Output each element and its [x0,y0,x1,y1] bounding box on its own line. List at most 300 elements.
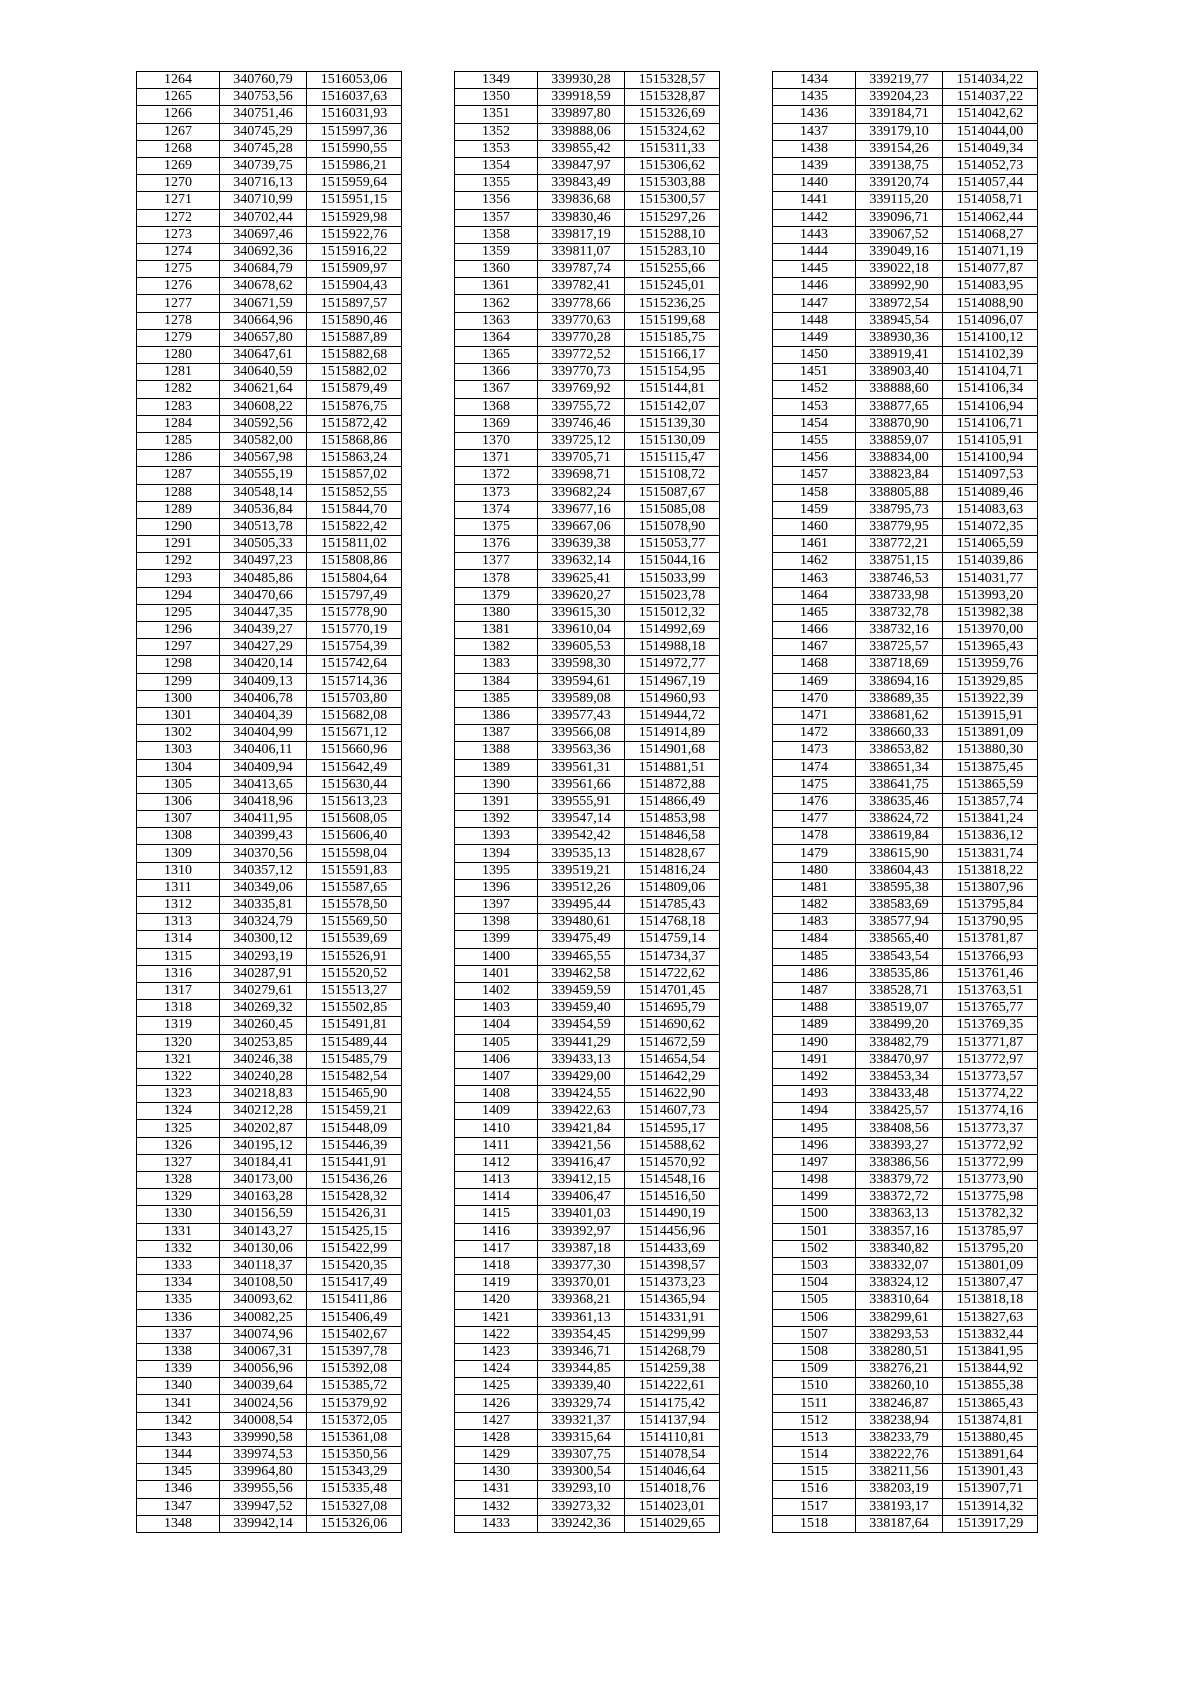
point-number-cell: 1394 [455,845,538,862]
x-coordinate-cell: 339495,44 [538,897,625,914]
table-row [455,329,720,346]
table-row [773,1172,1038,1189]
point-number-cell: 1502 [773,1240,856,1257]
y-coordinate-cell: 1515448,09 [307,1120,402,1137]
y-coordinate-cell: 1515630,44 [307,776,402,793]
y-coordinate-cell: 1515115,47 [625,450,720,467]
y-coordinate-cell: 1515297,26 [625,209,720,226]
y-coordinate-cell: 1513915,91 [943,707,1038,724]
x-coordinate-cell: 340093,62 [220,1292,307,1309]
y-coordinate-cell: 1513880,30 [943,742,1038,759]
table-row [773,1223,1038,1240]
y-coordinate-cell: 1513771,87 [943,1034,1038,1051]
y-coordinate-cell: 1515324,62 [625,123,720,140]
x-coordinate-cell: 340420,14 [220,656,307,673]
table-row [455,484,720,501]
y-coordinate-cell: 1514967,19 [625,673,720,690]
x-coordinate-cell: 338834,00 [856,450,943,467]
point-number-cell: 1421 [455,1309,538,1326]
table-row [455,192,720,209]
y-coordinate-cell: 1514972,77 [625,656,720,673]
point-number-cell: 1299 [137,673,220,690]
y-coordinate-cell: 1515420,35 [307,1257,402,1274]
table-row [137,1120,402,1137]
table-row [455,347,720,364]
point-number-cell: 1375 [455,518,538,535]
x-coordinate-cell: 339974,53 [220,1447,307,1464]
table-row [773,845,1038,862]
table-row [455,1034,720,1051]
point-number-cell: 1434 [773,72,856,89]
point-number-cell: 1372 [455,467,538,484]
table-row [773,398,1038,415]
point-number-cell: 1414 [455,1189,538,1206]
x-coordinate-cell: 340300,12 [220,931,307,948]
y-coordinate-cell: 1515822,42 [307,518,402,535]
y-coordinate-cell: 1514106,71 [943,415,1038,432]
y-coordinate-cell: 1513959,76 [943,656,1038,673]
table-row [455,1206,720,1223]
table-row [137,553,402,570]
y-coordinate-cell: 1513922,39 [943,690,1038,707]
table-row [137,656,402,673]
point-number-cell: 1342 [137,1412,220,1429]
y-coordinate-cell: 1515951,15 [307,192,402,209]
table-row [773,1000,1038,1017]
y-coordinate-cell: 1514866,49 [625,793,720,810]
point-number-cell: 1292 [137,553,220,570]
point-number-cell: 1484 [773,931,856,948]
y-coordinate-cell: 1515255,66 [625,261,720,278]
point-number-cell: 1277 [137,295,220,312]
table-row [137,1172,402,1189]
table-body [137,72,402,1533]
x-coordinate-cell: 339459,59 [538,982,625,999]
x-coordinate-cell: 340671,59 [220,295,307,312]
point-number-cell: 1495 [773,1120,856,1137]
y-coordinate-cell: 1514881,51 [625,759,720,776]
y-coordinate-cell: 1515513,27 [307,982,402,999]
table-row [455,1000,720,1017]
x-coordinate-cell: 339392,97 [538,1223,625,1240]
y-coordinate-cell: 1513807,96 [943,879,1038,896]
table-row [137,948,402,965]
point-number-cell: 1384 [455,673,538,690]
y-coordinate-cell: 1513761,46 [943,965,1038,982]
point-number-cell: 1406 [455,1051,538,1068]
table-row [773,570,1038,587]
x-coordinate-cell: 340335,81 [220,897,307,914]
y-coordinate-cell: 1514068,27 [943,226,1038,243]
point-number-cell: 1430 [455,1464,538,1481]
point-number-cell: 1275 [137,261,220,278]
table-row [773,415,1038,432]
x-coordinate-cell: 340470,66 [220,587,307,604]
table-row [455,261,720,278]
table-row [773,1086,1038,1103]
point-number-cell: 1516 [773,1481,856,1498]
y-coordinate-cell: 1513831,74 [943,845,1038,862]
point-number-cell: 1397 [455,897,538,914]
table-row [137,209,402,226]
point-number-cell: 1488 [773,1000,856,1017]
point-number-cell: 1353 [455,140,538,157]
y-coordinate-cell: 1513832,44 [943,1326,1038,1343]
y-coordinate-cell: 1515754,39 [307,639,402,656]
point-number-cell: 1506 [773,1309,856,1326]
table-row [455,1378,720,1395]
x-coordinate-cell: 338211,56 [856,1464,943,1481]
x-coordinate-cell: 340056,96 [220,1361,307,1378]
table-row [137,1240,402,1257]
table-row [455,931,720,948]
y-coordinate-cell: 1514622,90 [625,1086,720,1103]
table-row [455,1361,720,1378]
table-row [455,415,720,432]
point-number-cell: 1490 [773,1034,856,1051]
y-coordinate-cell: 1513901,43 [943,1464,1038,1481]
point-number-cell: 1307 [137,811,220,828]
table-row [137,759,402,776]
table-row [455,776,720,793]
y-coordinate-cell: 1514992,69 [625,622,720,639]
table-row [773,862,1038,879]
y-coordinate-cell: 1514046,64 [625,1464,720,1481]
x-coordinate-cell: 340404,39 [220,707,307,724]
table-row [137,1361,402,1378]
x-coordinate-cell: 339770,73 [538,364,625,381]
x-coordinate-cell: 340411,95 [220,811,307,828]
point-number-cell: 1289 [137,501,220,518]
table-row [137,707,402,724]
table-row [455,501,720,518]
x-coordinate-cell: 340240,28 [220,1068,307,1085]
point-number-cell: 1398 [455,914,538,931]
table-row [773,656,1038,673]
x-coordinate-cell: 338681,62 [856,707,943,724]
point-number-cell: 1373 [455,484,538,501]
table-row [455,157,720,174]
table-row [137,1154,402,1171]
x-coordinate-cell: 340349,06 [220,879,307,896]
point-number-cell: 1469 [773,673,856,690]
point-number-cell: 1343 [137,1429,220,1446]
point-number-cell: 1459 [773,501,856,518]
x-coordinate-cell: 339555,91 [538,793,625,810]
point-number-cell: 1331 [137,1223,220,1240]
x-coordinate-cell: 338945,54 [856,312,943,329]
y-coordinate-cell: 1515606,40 [307,828,402,845]
y-coordinate-cell: 1515929,98 [307,209,402,226]
x-coordinate-cell: 339589,08 [538,690,625,707]
table-row [455,1412,720,1429]
y-coordinate-cell: 1514105,91 [943,432,1038,449]
y-coordinate-cell: 1515417,49 [307,1275,402,1292]
table-row [455,432,720,449]
y-coordinate-cell: 1515863,24 [307,450,402,467]
y-coordinate-cell: 1513801,09 [943,1257,1038,1274]
x-coordinate-cell: 340439,27 [220,622,307,639]
x-coordinate-cell: 340678,62 [220,278,307,295]
y-coordinate-cell: 1515078,90 [625,518,720,535]
table-row [773,157,1038,174]
point-number-cell: 1489 [773,1017,856,1034]
y-coordinate-cell: 1513891,09 [943,725,1038,742]
y-coordinate-cell: 1515897,57 [307,295,402,312]
y-coordinate-cell: 1513766,93 [943,948,1038,965]
y-coordinate-cell: 1514042,62 [943,106,1038,123]
point-number-cell: 1429 [455,1447,538,1464]
y-coordinate-cell: 1515139,30 [625,415,720,432]
x-coordinate-cell: 338408,56 [856,1120,943,1137]
y-coordinate-cell: 1514071,19 [943,243,1038,260]
point-number-cell: 1293 [137,570,220,587]
table-row [137,192,402,209]
table-row [773,209,1038,226]
point-number-cell: 1365 [455,347,538,364]
table-row [455,897,720,914]
point-number-cell: 1390 [455,776,538,793]
y-coordinate-cell: 1515904,43 [307,278,402,295]
x-coordinate-cell: 338482,79 [856,1034,943,1051]
y-coordinate-cell: 1514104,71 [943,364,1038,381]
x-coordinate-cell: 339625,41 [538,570,625,587]
y-coordinate-cell: 1514642,29 [625,1068,720,1085]
table-row [773,72,1038,89]
table-row [773,1206,1038,1223]
table-row [773,347,1038,364]
point-number-cell: 1416 [455,1223,538,1240]
point-number-cell: 1478 [773,828,856,845]
x-coordinate-cell: 339847,97 [538,157,625,174]
x-coordinate-cell: 338660,33 [856,725,943,742]
x-coordinate-cell: 340357,12 [220,862,307,879]
point-number-cell: 1511 [773,1395,856,1412]
point-number-cell: 1499 [773,1189,856,1206]
point-number-cell: 1336 [137,1309,220,1326]
point-number-cell: 1510 [773,1378,856,1395]
table-row [773,484,1038,501]
table-row [773,1034,1038,1051]
table-row [137,725,402,742]
table-row [773,1068,1038,1085]
table-row [773,1189,1038,1206]
table-row [773,1395,1038,1412]
x-coordinate-cell: 339577,43 [538,707,625,724]
point-number-cell: 1447 [773,295,856,312]
y-coordinate-cell: 1514052,73 [943,157,1038,174]
x-coordinate-cell: 340555,19 [220,467,307,484]
x-coordinate-cell: 340753,56 [220,89,307,106]
y-coordinate-cell: 1515879,49 [307,381,402,398]
x-coordinate-cell: 339049,16 [856,243,943,260]
point-number-cell: 1515 [773,1464,856,1481]
table-row [137,295,402,312]
point-number-cell: 1492 [773,1068,856,1085]
y-coordinate-cell: 1513763,51 [943,982,1038,999]
table-row [773,1326,1038,1343]
x-coordinate-cell: 339990,58 [220,1429,307,1446]
y-coordinate-cell: 1513795,20 [943,1240,1038,1257]
x-coordinate-cell: 340409,94 [220,759,307,776]
x-coordinate-cell: 340536,84 [220,501,307,518]
table-row [137,982,402,999]
x-coordinate-cell: 339370,01 [538,1275,625,1292]
y-coordinate-cell: 1514049,34 [943,140,1038,157]
y-coordinate-cell: 1514062,44 [943,209,1038,226]
table-row [455,879,720,896]
x-coordinate-cell: 338732,16 [856,622,943,639]
table-row [455,604,720,621]
point-number-cell: 1347 [137,1498,220,1515]
table-row [137,639,402,656]
table-row [455,828,720,845]
table-row [773,432,1038,449]
y-coordinate-cell: 1514828,67 [625,845,720,862]
point-number-cell: 1418 [455,1257,538,1274]
y-coordinate-cell: 1514100,94 [943,450,1038,467]
x-coordinate-cell: 338543,54 [856,948,943,965]
y-coordinate-cell: 1513790,95 [943,914,1038,931]
point-number-cell: 1454 [773,415,856,432]
y-coordinate-cell: 1515446,39 [307,1137,402,1154]
table-row [455,1068,720,1085]
x-coordinate-cell: 339138,75 [856,157,943,174]
y-coordinate-cell: 1513818,18 [943,1292,1038,1309]
table-row [137,1257,402,1274]
x-coordinate-cell: 338635,46 [856,793,943,810]
point-number-cell: 1514 [773,1447,856,1464]
x-coordinate-cell: 338453,34 [856,1068,943,1085]
y-coordinate-cell: 1514083,95 [943,278,1038,295]
y-coordinate-cell: 1514570,92 [625,1154,720,1171]
x-coordinate-cell: 338877,65 [856,398,943,415]
y-coordinate-cell: 1515379,92 [307,1395,402,1412]
point-number-cell: 1271 [137,192,220,209]
y-coordinate-cell: 1513807,47 [943,1275,1038,1292]
y-coordinate-cell: 1516053,06 [307,72,402,89]
point-number-cell: 1298 [137,656,220,673]
point-number-cell: 1504 [773,1275,856,1292]
x-coordinate-cell: 338903,40 [856,364,943,381]
table-row [137,501,402,518]
y-coordinate-cell: 1514065,59 [943,536,1038,553]
x-coordinate-cell: 339705,71 [538,450,625,467]
x-coordinate-cell: 339677,16 [538,501,625,518]
x-coordinate-cell: 339406,47 [538,1189,625,1206]
y-coordinate-cell: 1515671,12 [307,725,402,742]
table-row [773,89,1038,106]
point-number-cell: 1480 [773,862,856,879]
table-row [137,467,402,484]
y-coordinate-cell: 1513865,59 [943,776,1038,793]
table-row [455,948,720,965]
point-number-cell: 1303 [137,742,220,759]
coordinates-table-3 [772,71,1038,1533]
table-row [455,72,720,89]
table-row [773,1257,1038,1274]
y-coordinate-cell: 1515491,81 [307,1017,402,1034]
x-coordinate-cell: 339242,36 [538,1515,625,1532]
point-number-cell: 1333 [137,1257,220,1274]
x-coordinate-cell: 339329,74 [538,1395,625,1412]
table-row [773,948,1038,965]
x-coordinate-cell: 340324,79 [220,914,307,931]
x-coordinate-cell: 340143,27 [220,1223,307,1240]
point-number-cell: 1481 [773,879,856,896]
y-coordinate-cell: 1513774,16 [943,1103,1038,1120]
point-number-cell: 1415 [455,1206,538,1223]
y-coordinate-cell: 1513765,77 [943,1000,1038,1017]
y-coordinate-cell: 1515868,86 [307,432,402,449]
x-coordinate-cell: 339346,71 [538,1343,625,1360]
y-coordinate-cell: 1515797,49 [307,587,402,604]
table-row [455,1481,720,1498]
point-number-cell: 1383 [455,656,538,673]
x-coordinate-cell: 338779,95 [856,518,943,535]
point-number-cell: 1455 [773,432,856,449]
y-coordinate-cell: 1515343,29 [307,1464,402,1481]
point-number-cell: 1264 [137,72,220,89]
y-coordinate-cell: 1514722,62 [625,965,720,982]
table-row [455,467,720,484]
table-row [773,1120,1038,1137]
point-number-cell: 1350 [455,89,538,106]
y-coordinate-cell: 1514816,24 [625,862,720,879]
y-coordinate-cell: 1513818,22 [943,862,1038,879]
point-number-cell: 1316 [137,965,220,982]
y-coordinate-cell: 1515608,05 [307,811,402,828]
y-coordinate-cell: 1513772,97 [943,1051,1038,1068]
point-number-cell: 1361 [455,278,538,295]
point-number-cell: 1512 [773,1412,856,1429]
y-coordinate-cell: 1514023,01 [625,1498,720,1515]
point-number-cell: 1274 [137,243,220,260]
table-row [455,1103,720,1120]
point-number-cell: 1335 [137,1292,220,1309]
x-coordinate-cell: 338795,73 [856,501,943,518]
x-coordinate-cell: 340418,96 [220,793,307,810]
y-coordinate-cell: 1515166,17 [625,347,720,364]
point-number-cell: 1291 [137,536,220,553]
x-coordinate-cell: 338888,60 [856,381,943,398]
table-row [773,639,1038,656]
point-number-cell: 1392 [455,811,538,828]
point-number-cell: 1266 [137,106,220,123]
point-number-cell: 1432 [455,1498,538,1515]
x-coordinate-cell: 340406,11 [220,742,307,759]
table-row [773,536,1038,553]
x-coordinate-cell: 338919,41 [856,347,943,364]
table-row [773,243,1038,260]
point-number-cell: 1273 [137,226,220,243]
x-coordinate-cell: 339605,53 [538,639,625,656]
y-coordinate-cell: 1515997,36 [307,123,402,140]
x-coordinate-cell: 339667,06 [538,518,625,535]
table-row [773,1240,1038,1257]
point-number-cell: 1338 [137,1343,220,1360]
table-row [455,725,720,742]
y-coordinate-cell: 1514089,46 [943,484,1038,501]
x-coordinate-cell: 338499,20 [856,1017,943,1034]
y-coordinate-cell: 1513865,43 [943,1395,1038,1412]
table-row [773,175,1038,192]
y-coordinate-cell: 1513773,57 [943,1068,1038,1085]
table-row [137,1017,402,1034]
table-row [773,742,1038,759]
y-coordinate-cell: 1515598,04 [307,845,402,862]
y-coordinate-cell: 1514175,42 [625,1395,720,1412]
